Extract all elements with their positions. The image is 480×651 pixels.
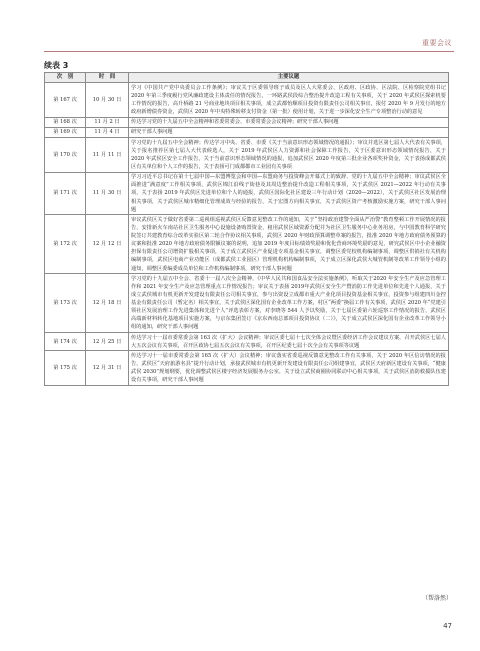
meeting-date: 12 月 25 日 bbox=[86, 333, 129, 351]
table-row bbox=[45, 215, 449, 274]
table-row bbox=[45, 274, 449, 333]
table-row bbox=[45, 351, 449, 386]
meeting-topics: 学习党的十九届五中全会、省委十一届八次全会精神，《中华人民共和国食品安全法实施条例》，听取关于2020 年安全生产及应急管理工作和 2021 年安全生产及应急管理重点工作情况报告；审议关于表扬 2019年武侯区安全生产暨消防工作先进单位和先进个人通报，关于成立武侯城市有机更新开发建设有限责任公司相关事宜，参与出资设立成都市重大产业化项目投资基金相关事宜，投资参与组建四川金控基金有限责任公司（暂定名）相关事宜，关于武侯区深化国有企业改革工作方案，村区“两委”换届工作有关事项，武侯区 2020 年“党建引领社区发展治理工作先进集体和先进个人”评选表彰方案，对李晓等 544 人予以奖励，关于七届区委第六轮巡察工作情况的报告，武侯区高端新材料转化基地项目实施方案，与京东集团签订《京东西南总部项目投资协议（二）》，关于成立武侯区深化国有企业改革工作领导小组的通知，研究干部人事问题 bbox=[129, 274, 449, 333]
table-row bbox=[45, 172, 449, 215]
meeting-date: 11 月 11 日 bbox=[86, 138, 129, 173]
meeting-date: 11 月 4 日 bbox=[86, 127, 129, 137]
table-row bbox=[45, 127, 449, 137]
meeting-date: 11 月 2 日 bbox=[86, 117, 129, 127]
meeting-date: 12 月 18 日 bbox=[86, 274, 129, 333]
table-title: 续表 3 bbox=[44, 61, 69, 70]
meeting-date: 11 月 30 日 bbox=[86, 172, 129, 215]
table-row bbox=[45, 83, 449, 118]
meeting-number: 第 174 次 bbox=[45, 333, 86, 351]
meeting-topics: 传达学习十一届市委常委会第 165 次（扩大）会议精神；审议落实省委巡视反馈意见整改工作有关事项，关于 2020 年区信访情况的报告，武侯区“天府旅游名县”提升行动计划，承接武侯城市有机更新开发建设有限责任公司组建事宜，武侯区天府新区建设有关事项，“健康武侯 2030”规划纲要，优化调整武侯区楼宇经济发展服务办公室，关于设立武侯商圈协同联动中心相关事项，关于武侯区消防救援队伍建设有关事项，研究干部人事问题 bbox=[129, 351, 449, 386]
meeting-date: 12 月 31 日 bbox=[86, 351, 129, 386]
column-header-date: 时 间 bbox=[86, 73, 129, 83]
meeting-number: 第 168 次 bbox=[45, 117, 86, 127]
meeting-topics: 学习习近平总书记在第十七届中国—东盟博览会和中国—东盟商务与投资峰会开幕式上的致辞、党的十九届五中全会精神；审议武侯区全面推进“满意度”工作相关事项，武侯区锦江沿线子街巷及其周边整治提升改造工程相关事项，关于武侯区 2021—2022 年行动有关事项，关于表扬 2019 年武侯区先进单位和个人的通报，武侯区国际化社区建设三年行动计划（2020—2022），关于武侯区社区发展治理相关事项，关于武侯区城市精细化管理成效与经验的报告，关于宏图方向相关事宜，关于武侯区资产考核激励实施方案，研究干部人事问题 bbox=[129, 172, 449, 215]
meeting-number: 第 169 次 bbox=[45, 127, 86, 137]
meeting-date: 12 月 12 日 bbox=[86, 215, 129, 274]
meeting-number: 第 172 次 bbox=[45, 215, 86, 274]
column-header-number: 次 别 bbox=[45, 73, 86, 83]
meeting-topics: 传达学习十一届市委常委会第 163 次（扩大）会议精神；审议区委七届十七次全体会议暨区委经济工作会议建议方案，召开武侯区七届人大五次会议有关事项，召开区政协七届五次会议有关事项，召开区纪委七届十次全会有关事项等议题 bbox=[129, 333, 449, 351]
meeting-number: 第 171 次 bbox=[45, 172, 86, 215]
meeting-topics: 传达学习党的十九届五中全会精神和省委常委会、市委常委会会议精神；研究干部人事问题 bbox=[129, 117, 449, 127]
meeting-number: 第 170 次 bbox=[45, 138, 86, 173]
author-credit: （帮洛然） bbox=[421, 595, 452, 602]
meeting-topics: 学习党的十九届五中全会精神；传达学习中央、省委、市委《关于当前意识形态领域情况的通报》；审议并选区第七届人大代表有关事项，关于报名推荐区第七届人大代表候选人，关于 2019 年武侯区人力资源和社会保障工作报告，关于区委意识形态领域情况报告，关于 2020 年武侯区安全工作报告，关于当前意识形态领域情况的通报，追加武侯区 2020 年度第三批企业各项奖补资金，关于表扬成都武侯区有关单位和个人工作的报告，关于表扬可门成都都市工业园有关事项 bbox=[129, 138, 449, 173]
table-row bbox=[45, 333, 449, 351]
meeting-topics: 研究干部人事问题 bbox=[129, 127, 449, 137]
table-row bbox=[45, 138, 449, 173]
meetings-table bbox=[44, 72, 449, 386]
meeting-number: 第 167 次 bbox=[45, 83, 86, 118]
meeting-topics: 学习《中国共产党中央委员会工作条例》；审议关于区委领导班子成员及区人大常委会、区政府、区政协、区法院、区检察院党组书记 2020 年第三季度履行党风廉政建设主体责任的情况报告，一环路武侯段综合整治提升改造工程有关事项，关于 2020 年武侯区探索机要工作情况的报告，高升桥路 21 号商业地块项目相关事项，成立武都怡顺项目投资有限责任公司相关事宜，报付 2020 年 9 月发行的地方政府新增债券资金，武侯区 2020 年中央特殊转移支付资金（第一批）使用计划，关于进一步深化安全生产专项整治行动的意见 bbox=[129, 83, 449, 118]
meeting-date: 10 月 30 日 bbox=[86, 83, 129, 118]
table-header-row bbox=[45, 73, 449, 83]
meeting-number: 第 175 次 bbox=[45, 351, 86, 386]
meeting-number: 第 173 次 bbox=[45, 274, 86, 333]
meeting-topics: 审议武侯区关于做好省委第二巡视组巡视武侯区反馈意见整改工作的通知，关于“坚持政治建警全面从严治警”教育整顿工作开展情况的报告，安排新火车南站社区卫生服务中心设施设备购置资金，租用武侯区域资源分配并为社区卫生服务中心业务用房，与中国教育科学研究院签订共建教育综合改革实验区第二轮合作协议相关事项，武侯区 2020 年财政预算调整草案的报告，批准 2020 年地方政府债务预算的议案和批准 2020 年地方政府债务限额议案的说明，追加 2019 年度目标绩效奖励和优化营商环境奖励的意见，研究武侯区中小企业融资担保有限责任公司增资扩股相关事项，关于成立武侯区产业促进专项基金相关事宜，调整区委党校机构编制事项，调整区供销社有关机构编制事项，武侯区电商产业功能区（成都武侯工业园区）管理机构机构编制事项，关于成立区深化武侯大城管机制等改革工作领导小组的通知，调整区委编委成员单位和工作机构编制事项，研究干部人事问题 bbox=[129, 215, 449, 274]
running-header: 重要会议 bbox=[422, 39, 452, 47]
header-divider bbox=[44, 51, 454, 52]
page-number: 47 bbox=[443, 622, 452, 630]
column-header-topics: 主要议题 bbox=[129, 73, 449, 83]
table-row bbox=[45, 117, 449, 127]
